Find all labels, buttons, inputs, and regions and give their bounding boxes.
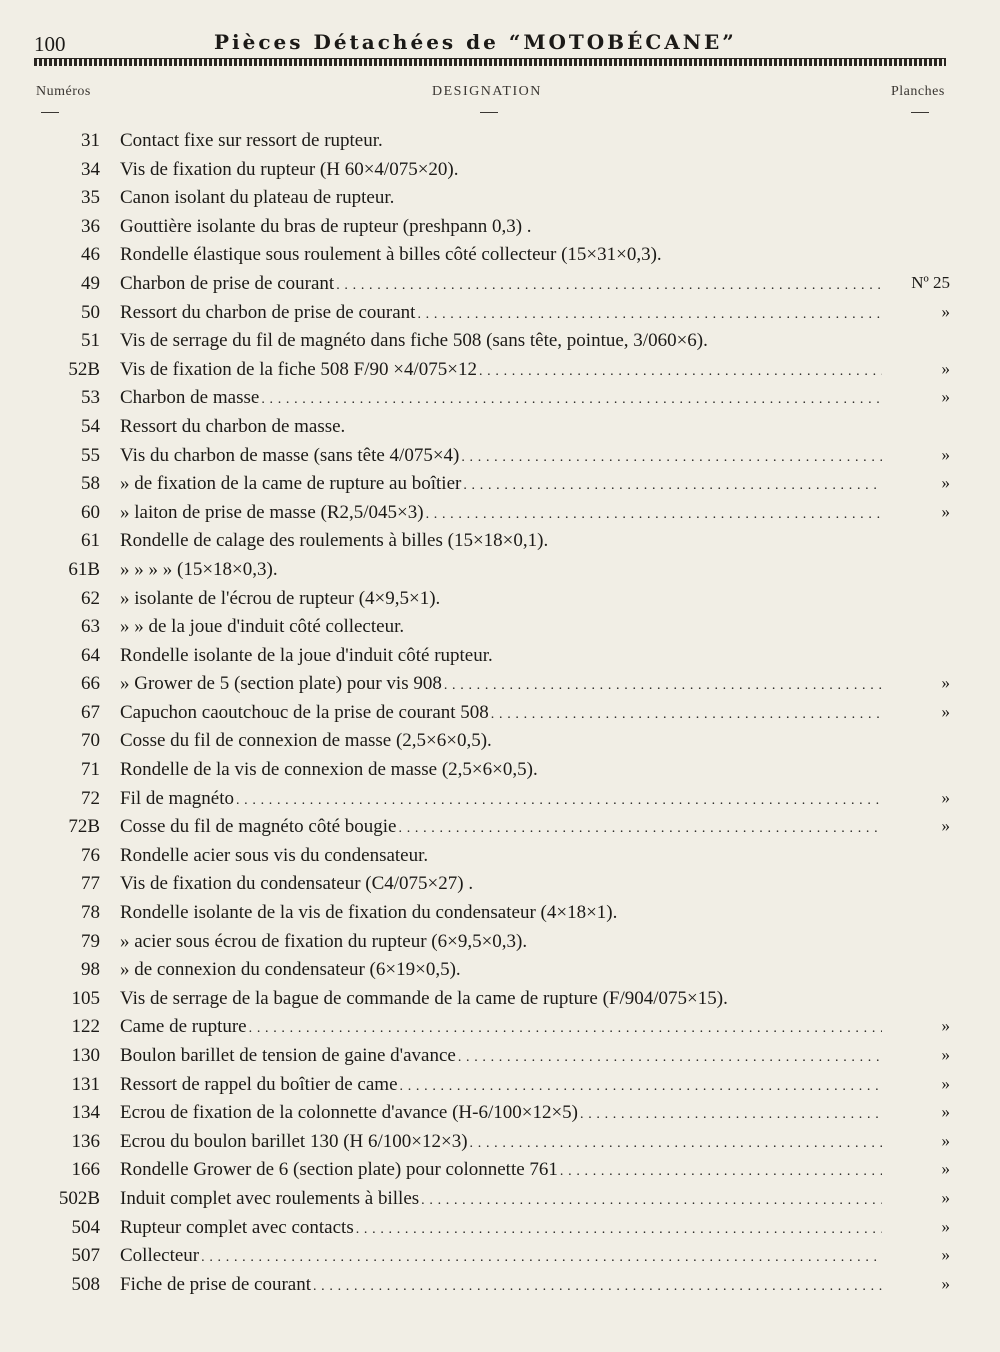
part-number: 166	[71, 1159, 100, 1181]
table-row	[0, 1100, 1000, 1129]
table-row	[0, 500, 1000, 529]
part-designation-text: Ecrou de fixation de la colonnette d'avance (H-6/100×12×5)	[120, 1102, 578, 1124]
part-designation	[120, 1074, 882, 1096]
table-row	[0, 786, 1000, 815]
part-designation	[120, 759, 882, 781]
part-designation	[120, 473, 882, 495]
part-designation	[120, 1274, 882, 1296]
part-designation-text: Rondelle Grower de 6 (section plate) pour colonnette 761	[120, 1159, 558, 1181]
part-designation	[120, 1245, 882, 1267]
part-designation	[120, 387, 882, 409]
column-header-designation-label: DESIGNATION	[432, 84, 542, 99]
part-designation	[120, 1131, 882, 1153]
part-number: 502B	[58, 1187, 100, 1209]
part-number: 53	[81, 387, 100, 409]
table-row	[0, 1272, 1000, 1301]
part-designation-text: » Grower de 5 (section plate) pour vis 908	[120, 673, 442, 695]
part-designation	[120, 788, 882, 810]
part-designation	[120, 1016, 882, 1038]
part-designation-text: Rondelle isolante de la joue d'induit côté rupteur.	[120, 644, 493, 666]
table-row	[0, 643, 1000, 672]
part-number: 66	[81, 673, 100, 695]
part-designation	[120, 330, 882, 352]
table-row	[0, 1072, 1000, 1101]
part-number: 54	[81, 415, 100, 437]
part-designation-text: Vis de serrage de la bague de commande de la came de rupture (F/904/075×15).	[120, 987, 728, 1009]
part-designation	[120, 845, 882, 867]
part-designation-text: Ressort du charbon de masse.	[120, 415, 346, 437]
part-number: 67	[81, 701, 100, 723]
part-designation	[120, 616, 882, 638]
part-number: 36	[81, 215, 100, 237]
part-number: 46	[81, 244, 100, 266]
table-row	[0, 528, 1000, 557]
part-designation	[120, 1217, 882, 1239]
plate-reference: »	[941, 1016, 950, 1036]
part-designation-text: Ressort du charbon de prise de courant	[120, 301, 416, 323]
part-designation-text: Gouttière isolante du bras de rupteur (preshpann 0,3) .	[120, 215, 532, 237]
table-row	[0, 157, 1000, 186]
part-designation-text: Charbon de prise de courant	[120, 272, 335, 294]
part-number: 58	[81, 473, 100, 495]
part-number: 50	[81, 301, 100, 323]
part-number: 136	[71, 1130, 100, 1152]
part-number: 34	[81, 158, 100, 180]
part-designation	[120, 273, 882, 295]
part-designation	[120, 673, 882, 695]
table-row	[0, 614, 1000, 643]
table-row	[0, 1157, 1000, 1186]
part-designation-text: Charbon de masse	[120, 387, 260, 409]
table-row	[0, 843, 1000, 872]
part-designation-text: Induit complet avec roulements à billes	[120, 1187, 420, 1209]
table-row	[0, 1215, 1000, 1244]
part-designation-text: Fiche de prise de courant	[120, 1273, 311, 1295]
part-number: 35	[81, 187, 100, 209]
part-designation	[120, 730, 882, 752]
header-rule	[34, 58, 946, 66]
table-row	[0, 700, 1000, 729]
table-row	[0, 929, 1000, 958]
part-designation	[120, 416, 882, 438]
part-number: 134	[71, 1102, 100, 1124]
part-number: 61	[81, 530, 100, 552]
part-number: 504	[71, 1216, 100, 1238]
part-designation-text: Rondelle acier sous vis du condensateur.	[120, 844, 429, 866]
part-number: 61B	[68, 558, 100, 580]
part-number: 122	[71, 1016, 100, 1038]
part-designation	[120, 988, 882, 1010]
part-designation	[120, 902, 882, 924]
plate-reference: »	[941, 1245, 950, 1265]
part-designation-text: Rupteur complet avec contacts	[120, 1216, 354, 1238]
part-designation-text: Vis de fixation de la fiche 508 F/90 ×4/075×12	[120, 358, 477, 380]
part-designation-text: Ressort de rappel du boîtier de came	[120, 1073, 398, 1095]
part-number: 62	[81, 587, 100, 609]
plate-reference: »	[941, 387, 950, 407]
plate-reference: »	[941, 301, 950, 321]
part-designation-text: » » » » (15×18×0,3).	[120, 558, 278, 580]
part-number: 49	[81, 272, 100, 294]
plate-reference: »	[941, 1073, 950, 1093]
table-row	[0, 1243, 1000, 1272]
column-header-designation	[432, 84, 542, 113]
plate-reference: Nº 25	[911, 272, 950, 292]
plate-reference: »	[941, 816, 950, 836]
part-designation	[120, 588, 882, 610]
table-row	[0, 1043, 1000, 1072]
table-row	[0, 814, 1000, 843]
table-row	[0, 385, 1000, 414]
part-designation	[120, 302, 882, 324]
part-designation	[120, 959, 882, 981]
part-number: 105	[71, 987, 100, 1009]
table-row	[0, 728, 1000, 757]
part-designation-text: Fil de magnéto	[120, 787, 234, 809]
part-designation-text: Rondelle élastique sous roulement à billes côté collecteur (15×31×0,3).	[120, 244, 662, 266]
part-number: 60	[81, 501, 100, 523]
part-number: 507	[71, 1245, 100, 1267]
part-designation	[120, 816, 882, 838]
part-number: 130	[71, 1045, 100, 1066]
table-row	[0, 271, 1000, 300]
plate-reference: »	[941, 444, 950, 464]
part-designation	[120, 244, 882, 266]
part-number: 55	[81, 444, 100, 466]
plate-reference: »	[941, 1130, 950, 1150]
part-number: 31	[81, 130, 100, 151]
part-designation-text: Cosse du fil de connexion de masse (2,5×6×0,5).	[120, 730, 492, 752]
part-number: 51	[81, 330, 100, 352]
part-number: 98	[81, 959, 100, 981]
part-designation-text: » » de la joue d'induit côté collecteur.	[120, 616, 405, 638]
part-designation	[120, 159, 882, 181]
part-number: 72B	[68, 816, 100, 838]
part-designation-text: Ecrou du boulon barillet 130 (H 6/100×12×3)	[120, 1130, 468, 1152]
part-number: 76	[81, 844, 100, 866]
table-row	[0, 242, 1000, 271]
plate-reference: »	[941, 787, 950, 807]
table-row	[0, 1186, 1000, 1215]
part-designation	[120, 1045, 882, 1067]
part-number: 508	[71, 1273, 100, 1295]
part-designation-text: Vis de fixation du condensateur (C4/075×27) .	[120, 873, 474, 895]
part-designation	[120, 1102, 882, 1124]
table-row	[0, 986, 1000, 1015]
table-row	[0, 300, 1000, 329]
part-designation	[120, 702, 882, 724]
table-row	[0, 443, 1000, 472]
part-designation	[120, 931, 882, 953]
parts-list	[0, 128, 1000, 1300]
part-designation	[120, 1159, 882, 1181]
table-row	[0, 671, 1000, 700]
table-row	[0, 900, 1000, 929]
part-number: 64	[81, 644, 100, 666]
plate-reference: »	[941, 1273, 950, 1293]
column-header-dash	[911, 112, 929, 113]
page-number: 100	[34, 32, 66, 56]
part-designation	[120, 645, 882, 667]
part-designation-text: » de connexion du condensateur (6×19×0,5).	[120, 959, 461, 981]
table-row	[0, 1014, 1000, 1043]
table-row	[0, 757, 1000, 786]
plate-reference: »	[941, 1216, 950, 1236]
part-designation-text: Vis du charbon de masse (sans tête 4/075×4)	[120, 444, 460, 466]
plate-reference: »	[941, 473, 950, 493]
plate-reference: »	[941, 673, 950, 693]
column-header-planches-label: Planches	[891, 84, 945, 99]
part-designation-text: » de fixation de la came de rupture au boîtier	[120, 473, 462, 495]
part-designation-text: Canon isolant du plateau de rupteur.	[120, 187, 395, 209]
table-row	[0, 586, 1000, 615]
part-designation-text: Rondelle de calage des roulements à billes (15×18×0,1).	[120, 530, 549, 552]
plate-reference: »	[941, 501, 950, 521]
part-designation	[120, 445, 882, 467]
part-number: 77	[81, 873, 100, 895]
plate-reference: »	[941, 1187, 950, 1207]
part-designation	[120, 359, 882, 381]
part-number: 79	[81, 930, 100, 952]
running-title: Pièces Détachées de “MOTOBÉCANE”	[214, 30, 737, 54]
table-row	[0, 557, 1000, 586]
part-number: 52B	[68, 358, 100, 380]
part-designation-text: Collecteur	[120, 1245, 200, 1267]
part-designation	[120, 1188, 882, 1210]
table-row	[0, 128, 1000, 157]
part-number: 70	[81, 730, 100, 752]
part-designation-text: Contact fixe sur ressort de rupteur.	[120, 130, 383, 151]
plate-reference: »	[941, 1159, 950, 1179]
part-designation-text: Capuchon caoutchouc de la prise de courant 508	[120, 701, 489, 723]
part-number: 78	[81, 902, 100, 924]
part-designation-text: » laiton de prise de masse (R2,5/045×3)	[120, 501, 424, 523]
part-designation	[120, 530, 882, 552]
plate-reference: »	[941, 701, 950, 721]
part-designation	[120, 502, 882, 524]
part-number: 71	[81, 759, 100, 781]
column-header-numeros	[36, 84, 91, 113]
part-designation	[120, 216, 882, 238]
part-number: 131	[71, 1073, 100, 1095]
table-row	[0, 185, 1000, 214]
table-row	[0, 328, 1000, 357]
table-row	[0, 214, 1000, 243]
plate-reference: »	[941, 1102, 950, 1122]
plate-reference: »	[941, 358, 950, 378]
table-row	[0, 871, 1000, 900]
part-designation	[120, 559, 882, 581]
part-designation-text: Vis de fixation du rupteur (H 60×4/075×20).	[120, 158, 459, 180]
part-number: 72	[81, 787, 100, 809]
part-designation-text: Rondelle isolante de la vis de fixation du condensateur (4×18×1).	[120, 902, 618, 924]
column-header-numeros-label: Numéros	[36, 84, 91, 99]
table-row	[0, 1129, 1000, 1158]
column-header-planches	[891, 84, 945, 113]
part-designation-text: Cosse du fil de magnéto côté bougie	[120, 816, 397, 838]
plate-reference: »	[941, 1045, 950, 1064]
part-designation-text: Boulon barillet de tension de gaine d'avance	[120, 1045, 456, 1066]
part-designation	[120, 187, 882, 209]
table-row	[0, 357, 1000, 386]
part-designation-text: Rondelle de la vis de connexion de masse (2,5×6×0,5).	[120, 759, 538, 781]
table-row	[0, 471, 1000, 500]
column-header-dash	[41, 112, 59, 113]
table-row	[0, 414, 1000, 443]
part-designation-text: » isolante de l'écrou de rupteur (4×9,5×1).	[120, 587, 441, 609]
part-designation-text: Came de rupture	[120, 1016, 247, 1038]
table-row	[0, 957, 1000, 986]
part-designation-text: » acier sous écrou de fixation du rupteur (6×9,5×0,3).	[120, 930, 528, 952]
part-designation	[120, 873, 882, 895]
part-designation	[120, 130, 882, 152]
part-number: 63	[81, 616, 100, 638]
part-designation-text: Vis de serrage du fil de magnéto dans fiche 508 (sans tête, pointue, 3/060×6).	[120, 330, 708, 352]
column-header-dash	[480, 112, 498, 113]
